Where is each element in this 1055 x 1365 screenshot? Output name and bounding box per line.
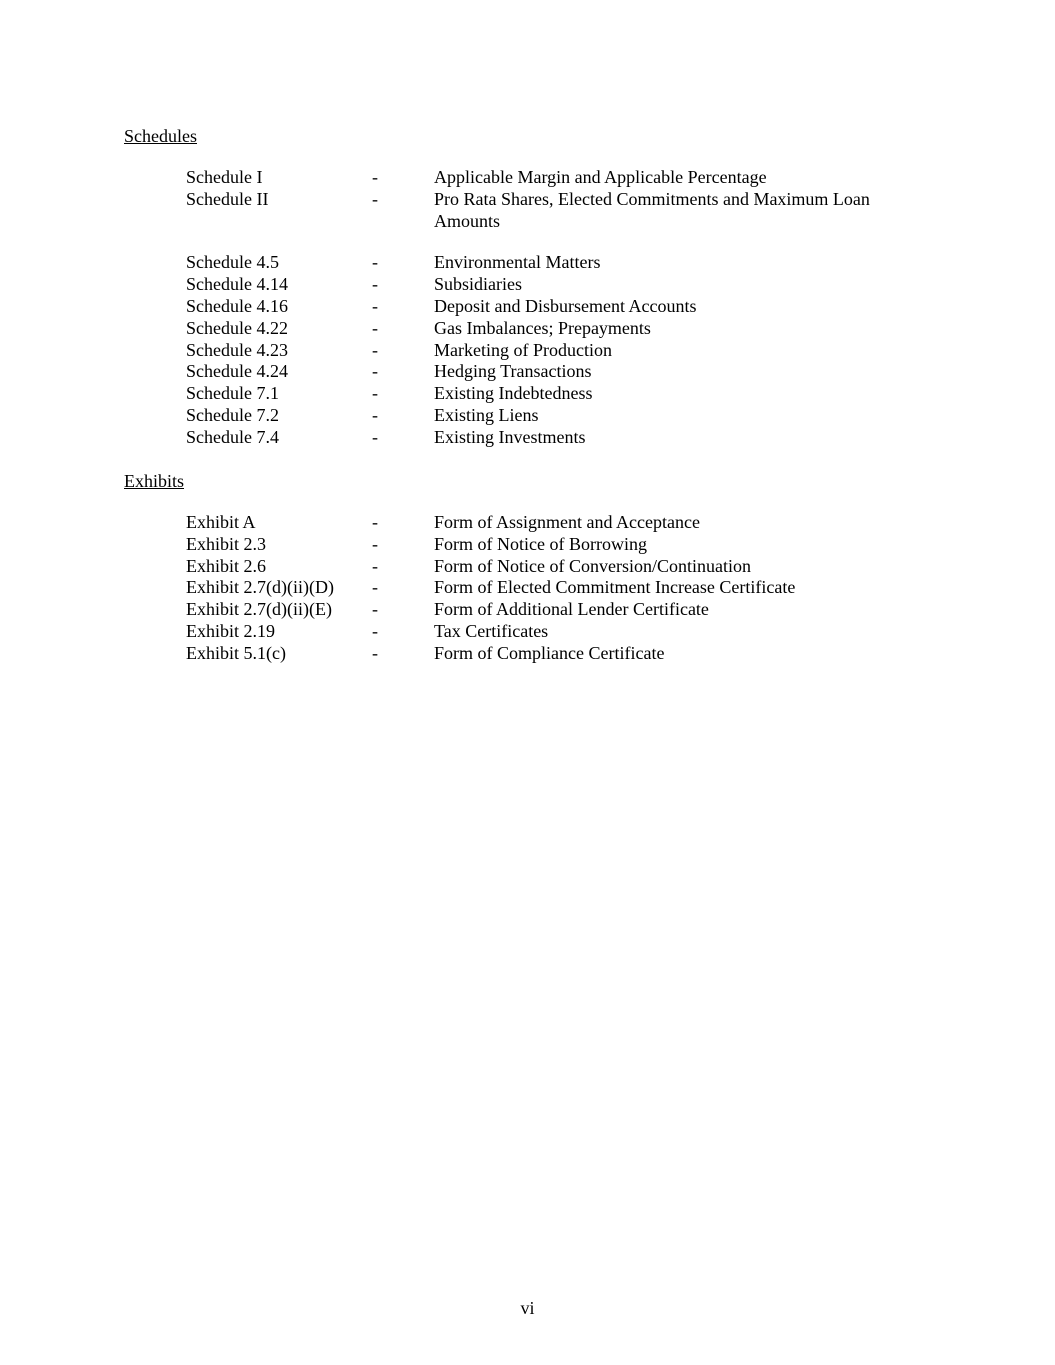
schedule-entry-ii (186, 189, 946, 233)
schedule-entry-7-1 (186, 383, 946, 405)
schedule-label: Schedule 7.2 (186, 404, 279, 425)
schedule-description: Pro Rata Shares, Elected Commitments and Maximum Loan Amounts (434, 188, 870, 231)
exhibit-entry-2-19 (186, 621, 946, 643)
schedule-entry-7-2 (186, 405, 946, 427)
schedule-description: Existing Investments (434, 426, 586, 447)
exhibit-description: Form of Compliance Certificate (434, 642, 665, 663)
schedule-label: Schedule 4.5 (186, 252, 279, 273)
exhibit-entry-2-7-d-ii-e (186, 599, 946, 621)
schedule-entry-4-16 (186, 296, 946, 318)
exhibit-label: Exhibit 2.7(d)(ii)(E) (186, 599, 332, 620)
schedule-label: Schedule 4.22 (186, 317, 288, 338)
entry-dash: - (372, 555, 378, 576)
schedule-label: Schedule 4.23 (186, 339, 288, 360)
entry-dash: - (372, 512, 378, 532)
exhibit-label: Exhibit 2.6 (186, 555, 266, 576)
exhibit-description: Form of Elected Commitment Increase Certificate (434, 577, 796, 598)
exhibit-label: Exhibit 2.19 (186, 620, 275, 641)
entry-dash: - (372, 620, 378, 641)
schedule-entry-7-4 (186, 427, 946, 449)
schedule-description: Gas Imbalances; Prepayments (434, 317, 651, 338)
schedule-label: Schedule I (186, 167, 263, 187)
schedule-label: Schedule 7.1 (186, 383, 279, 404)
exhibit-description: Form of Notice of Borrowing (434, 533, 647, 554)
schedule-description: Subsidiaries (434, 274, 522, 295)
schedule-entry-4-24 (186, 361, 946, 383)
schedules-list (186, 167, 946, 449)
schedule-entry-4-23 (186, 340, 946, 362)
entry-dash: - (372, 404, 378, 425)
schedule-label: Schedule 4.24 (186, 361, 288, 382)
schedule-label: Schedule 7.4 (186, 426, 279, 447)
exhibits-list (186, 512, 946, 665)
entry-dash: - (372, 361, 378, 382)
entry-dash: - (372, 533, 378, 554)
exhibit-entry-2-3 (186, 534, 946, 556)
schedule-description: Existing Indebtedness (434, 383, 593, 404)
exhibit-label: Exhibit 5.1(c) (186, 642, 286, 663)
schedule-label: Schedule II (186, 188, 269, 209)
schedule-entry-i (186, 167, 946, 189)
exhibit-entry-a (186, 512, 946, 534)
entry-dash: - (372, 167, 378, 187)
exhibit-description: Form of Notice of Conversion/Continuation (434, 555, 751, 576)
schedule-entry-4-5 (186, 252, 946, 274)
entry-dash: - (372, 426, 378, 447)
schedule-label: Schedule 4.16 (186, 295, 288, 316)
entry-dash: - (372, 295, 378, 316)
schedule-label: Schedule 4.14 (186, 274, 288, 295)
schedule-description: Existing Liens (434, 404, 539, 425)
exhibit-entry-2-7-d-ii-d (186, 577, 946, 599)
entry-dash: - (372, 599, 378, 620)
schedule-description: Hedging Transactions (434, 361, 592, 382)
exhibits-heading: Exhibits (124, 471, 185, 491)
exhibit-label: Exhibit 2.3 (186, 533, 266, 554)
schedule-description: Deposit and Disbursement Accounts (434, 295, 697, 316)
exhibit-description: Tax Certificates (434, 620, 549, 641)
entry-dash: - (372, 383, 378, 404)
entry-dash: - (372, 642, 378, 663)
exhibit-label: Exhibit A (186, 512, 256, 532)
page-number: vi (520, 1298, 535, 1318)
schedule-description: Environmental Matters (434, 252, 601, 273)
entry-dash: - (372, 577, 378, 598)
schedule-entry-4-22 (186, 318, 946, 340)
entry-dash: - (372, 274, 378, 295)
schedule-entry-4-14 (186, 274, 946, 296)
entry-dash: - (372, 339, 378, 360)
entry-dash: - (372, 252, 378, 273)
exhibit-description: Form of Additional Lender Certificate (434, 599, 709, 620)
schedule-description: Applicable Margin and Applicable Percentage (434, 167, 767, 187)
entry-dash: - (372, 317, 378, 338)
exhibit-entry-5-1-c (186, 643, 946, 665)
entry-dash: - (372, 188, 378, 209)
exhibit-label: Exhibit 2.7(d)(ii)(D) (186, 577, 334, 598)
schedules-heading: Schedules (124, 126, 197, 146)
exhibit-description: Form of Assignment and Acceptance (434, 512, 700, 532)
exhibit-entry-2-6 (186, 556, 946, 578)
schedule-description: Marketing of Production (434, 339, 612, 360)
